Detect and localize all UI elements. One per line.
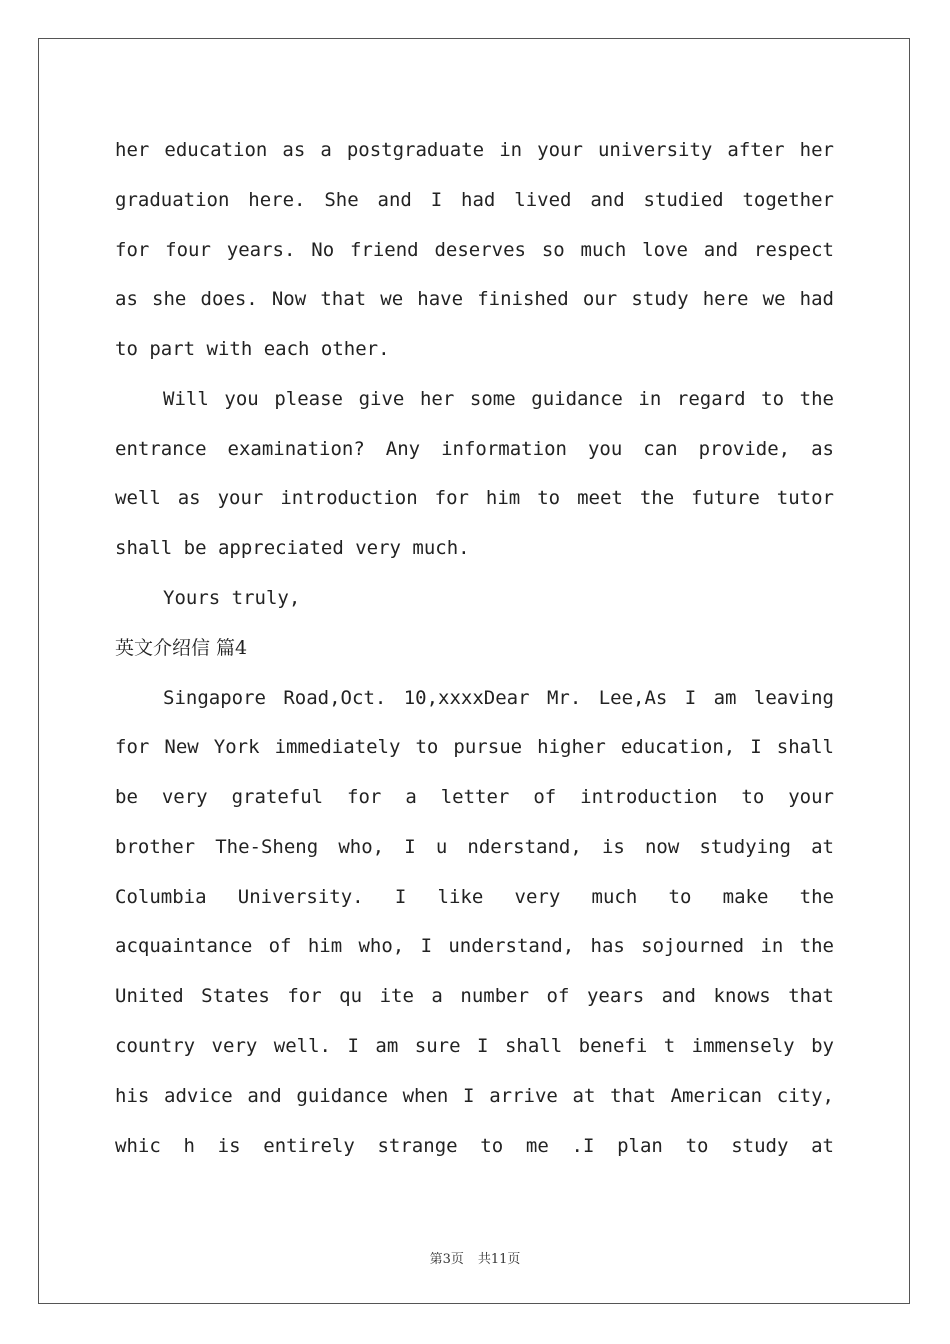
page-total: 共11页	[477, 1252, 521, 1267]
text-line: graduation here. She and I had lived and studied together	[115, 189, 834, 211]
text-line: be very grateful for a letter of introduction to your	[115, 786, 834, 808]
text-line: as she does. Now that we have finished our study here we had	[115, 288, 834, 310]
text-line: whic h is entirely strange to me .I plan to study at	[115, 1135, 834, 1157]
text-line: entrance examination? Any information you can provide, as	[115, 438, 834, 460]
text-line: to part with each other.	[115, 338, 390, 360]
text-line: Singapore Road,Oct. 10,xxxxDear Mr. Lee,As I am leaving	[163, 687, 834, 709]
closing-line: Yours truly,	[163, 587, 301, 609]
text-line: Will you please give her some guidance in regard to the	[163, 388, 834, 410]
text-line: United States for qu ite a number of years and knows that	[115, 985, 834, 1007]
page-footer	[0, 1248, 950, 1267]
text-line: brother The-Sheng who, I u nderstand, is now studying at	[115, 836, 834, 858]
text-line: her education as a postgraduate in your university after her	[115, 139, 834, 161]
text-line: well as your introduction for him to meet the future tutor	[115, 487, 834, 509]
text-line: for four years. No friend deserves so much love and respect	[115, 239, 834, 261]
page-border	[38, 38, 910, 1304]
page-number: 第3页	[429, 1252, 464, 1267]
text-line: for New York immediately to pursue higher education, I shall	[115, 736, 834, 758]
text-line: his advice and guidance when I arrive at that American city,	[115, 1085, 834, 1107]
text-line: Columbia University. I like very much to make the	[115, 886, 834, 908]
text-line: shall be appreciated very much.	[115, 537, 470, 559]
section-heading: 英文介绍信 篇4	[115, 637, 248, 659]
text-line: country very well. I am sure I shall benefi t immensely by	[115, 1035, 834, 1057]
text-line: acquaintance of him who, I understand, has sojourned in the	[115, 935, 834, 957]
